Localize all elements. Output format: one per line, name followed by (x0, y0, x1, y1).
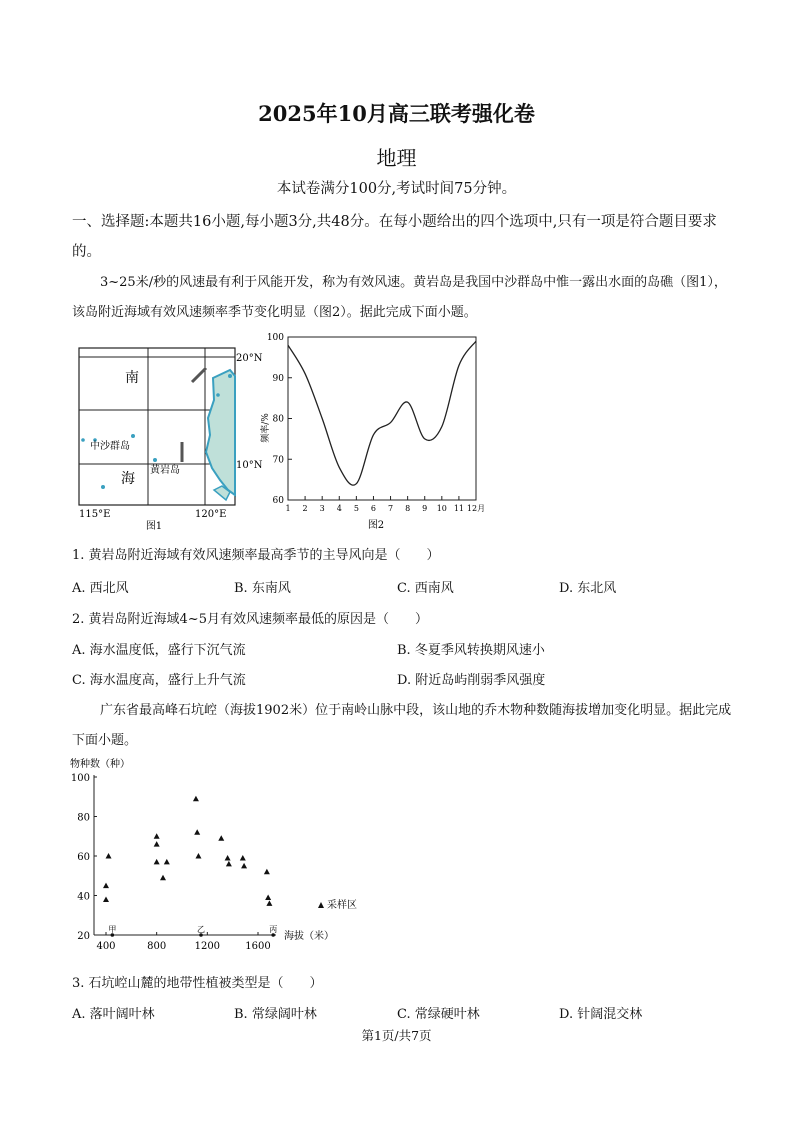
figure-1-caption: 图1 (145, 521, 163, 532)
sample-point (164, 859, 170, 865)
x-tick-label: 4 (336, 504, 342, 513)
lat-top-label: 20°N (236, 353, 263, 364)
scatter-y-label: 物种数（种） (70, 759, 130, 770)
q3-option-b[interactable]: B. 常绿阔叶林 (234, 1007, 317, 1022)
sample-point (241, 863, 247, 869)
q2-option-a[interactable]: A. 海水温度低，盛行下沉气流 (72, 643, 246, 658)
sample-point (226, 861, 232, 867)
lon-right-label: 120°E (195, 509, 227, 520)
sample-point (154, 833, 160, 839)
scatter-x-tick-label: 1200 (194, 941, 221, 950)
legend-label: 采样区 (327, 900, 357, 911)
passage-1: 3~25米/秒的风速最有利于风能开发，称为有效风速。黄岩岛是我国中沙群岛中惟一露出水面的岛礁（图1），该岛附近海域有效风速频率季节变化明显（图2）。据此完成下面小题。 (72, 275, 727, 320)
sample-point (103, 883, 109, 889)
sample-point (194, 829, 200, 835)
sample-point (103, 896, 109, 902)
scatter-x-tick-label: 1600 (245, 941, 271, 950)
x-tick-label: 12月 (466, 504, 486, 513)
island-dot (81, 438, 85, 442)
site-label: 甲 (108, 925, 117, 934)
sample-point (195, 853, 201, 859)
question-1-stem: 1. 黄岩岛附近海域有效风速频率最高季节的主导风向是（ ） (72, 548, 440, 563)
sample-point (154, 859, 160, 865)
island-group-label: 中沙群岛 (90, 441, 130, 452)
x-tick-label: 6 (370, 504, 377, 513)
sea-label-1: 南 (125, 370, 139, 386)
q1-option-c[interactable]: C. 西南风 (397, 581, 454, 596)
x-tick-label: 2 (302, 504, 308, 513)
site-label: 乙 (197, 925, 205, 934)
q3-option-d[interactable]: D. 针阔混交林 (559, 1007, 643, 1022)
lon-left-label: 115°E (79, 509, 111, 520)
q1-option-b[interactable]: B. 东南风 (234, 581, 291, 596)
sample-point (225, 855, 231, 861)
sea-label-2: 海 (121, 471, 135, 487)
sample-point (264, 869, 270, 875)
scatter-x-tick-label: 800 (147, 941, 167, 950)
figure-2-chart (256, 328, 496, 538)
x-tick-label: 11 (453, 504, 465, 513)
y-tick-label: 100 (266, 333, 284, 343)
scatter-y-tick-label: 100 (70, 773, 90, 784)
sample-point (218, 835, 224, 841)
y-tick-label: 70 (272, 455, 284, 466)
x-tick-label: 7 (387, 504, 394, 513)
q3-option-c[interactable]: C. 常绿硬叶林 (397, 1007, 480, 1022)
x-tick-label: 5 (353, 504, 359, 513)
figure-1-map (70, 340, 275, 535)
x-tick-label: 8 (405, 504, 411, 513)
q2-option-b[interactable]: B. 冬夏季风转换期风速小 (397, 643, 545, 658)
island-label: 黄岩岛 (150, 465, 180, 476)
q1-option-a[interactable]: A. 西北风 (72, 581, 129, 596)
legend-triangle-icon (318, 902, 324, 908)
page-title: 2025年10月高三联考强化卷 (258, 101, 535, 126)
sample-point (193, 796, 199, 802)
site-label: 丙 (269, 925, 278, 934)
sample-point (106, 853, 112, 859)
q1-option-d[interactable]: D. 东北风 (559, 581, 617, 596)
scatter-y-tick-label: 40 (77, 891, 90, 903)
species-scatter-chart (68, 755, 368, 950)
q2-option-c[interactable]: C. 海水温度高，盛行上升气流 (72, 673, 246, 688)
question-3-stem: 3. 石坑崆山麓的地带性植被类型是（ ） (72, 976, 323, 991)
scatter-y-tick-label: 20 (77, 931, 90, 942)
sample-point (265, 894, 271, 900)
scatter-y-tick-label: 80 (77, 812, 90, 824)
island-dot (131, 434, 135, 438)
scatter-x-label: 海拔（米） (284, 931, 334, 942)
y-tick-label: 60 (272, 496, 284, 506)
scatter-y-tick-label: 60 (77, 852, 90, 863)
exam-note: 本试卷满分100分,考试时间75分钟。 (276, 181, 517, 197)
lat-bottom-label: 10°N (236, 460, 263, 471)
subject-title: 地理 (376, 146, 417, 170)
x-tick-label: 9 (422, 504, 428, 513)
scatter-x-tick-label: 400 (96, 941, 116, 950)
passage-2: 广东省最高峰石坑崆（海拔1902米）位于南岭山脉中段，该山地的乔木物种数随海拔增加变化明显。据此完成下面小题。 (72, 703, 732, 748)
sample-point (266, 900, 272, 906)
y-tick-label: 90 (272, 373, 284, 384)
x-tick-label: 10 (436, 504, 447, 513)
q3-option-a[interactable]: A. 落叶阔叶林 (72, 1007, 155, 1022)
section-heading: 一、选择题:本题共16小题,每小题3分,共48分。在每小题给出的四个选项中,只有一项是符合题目要求的。 (72, 214, 717, 260)
page-footer: 第1页/共7页 (361, 1028, 432, 1043)
q2-option-d[interactable]: D. 附近岛屿削弱季风强度 (397, 673, 546, 688)
x-tick-label: 3 (319, 504, 325, 513)
frequency-series-line (288, 341, 476, 485)
island-dot (101, 485, 105, 489)
sample-point (154, 841, 160, 847)
question-2-stem: 2. 黄岩岛附近海域4~5月有效风速频率最低的原因是（ ） (72, 612, 428, 627)
y-tick-label: 80 (272, 414, 284, 425)
sample-point (240, 855, 246, 861)
x-tick-label: 1 (285, 504, 291, 513)
sample-point (160, 875, 166, 881)
huangyan-island-dot (153, 458, 157, 462)
y-axis-label: 频率/% (261, 413, 271, 443)
figure-2-caption: 图2 (367, 520, 385, 531)
